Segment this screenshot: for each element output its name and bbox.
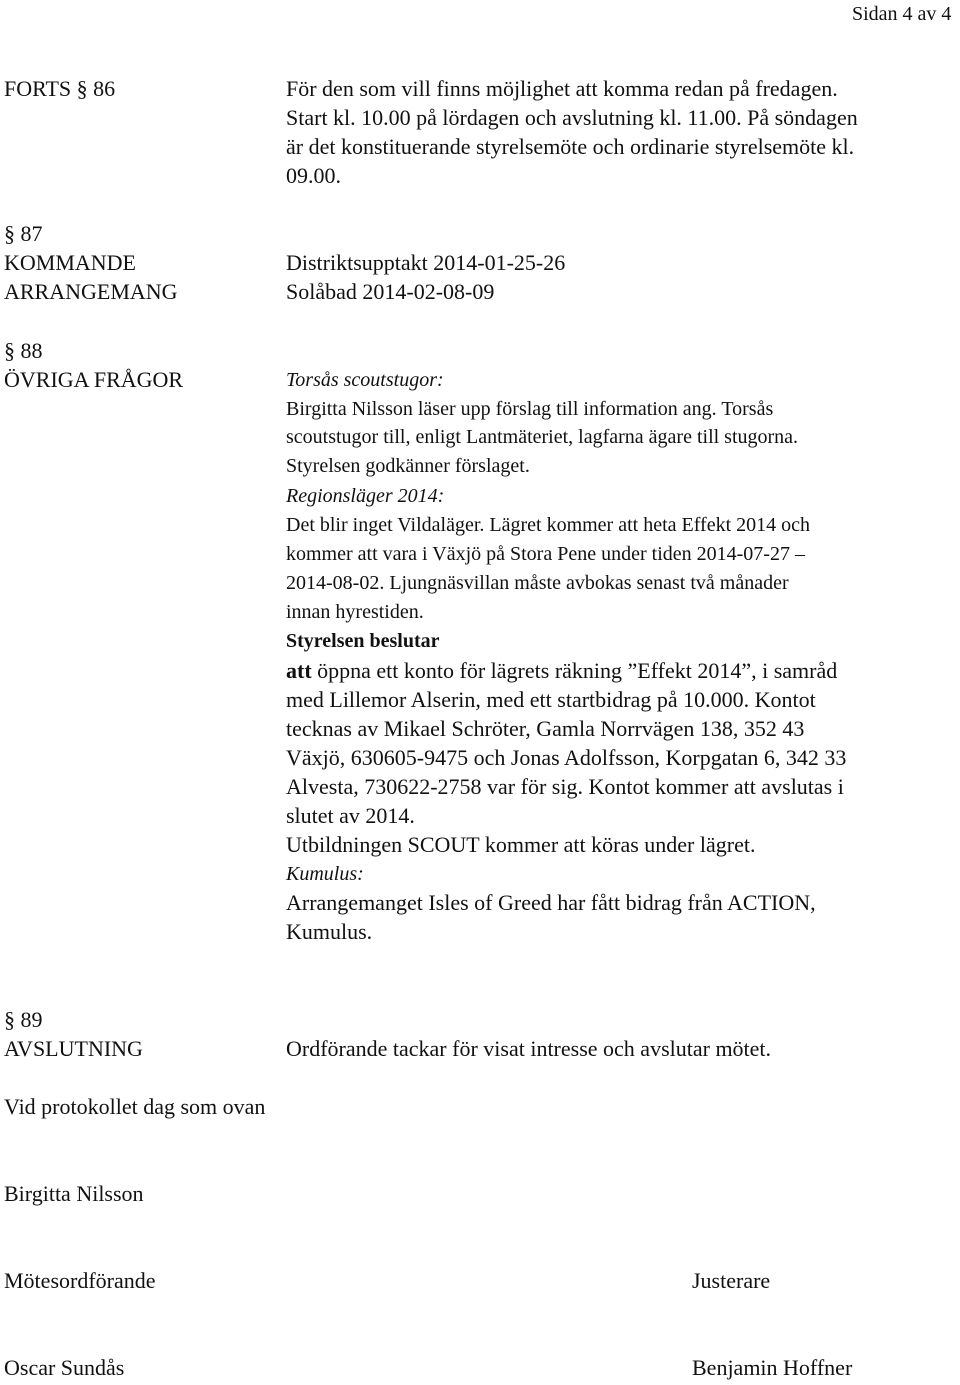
decision-line: med Lillemor Alserin, med ett startbidrag på 10.000. Kontot xyxy=(286,687,816,712)
subheading-torsas: Torsås scoutstugor: xyxy=(286,369,444,391)
torsas-line: Styrelsen godkänner förslaget. xyxy=(286,455,530,477)
section-label-87-line1: KOMMANDE xyxy=(4,250,136,275)
decision-line: Alvesta, 730622-2758 var för sig. Kontot kommer att avslutas i xyxy=(286,774,844,799)
forts-line: är det konstituerande styrelsemöte och ordinarie styrelsemöte kl. xyxy=(286,134,855,159)
kumulus-line: Kumulus. xyxy=(286,919,373,944)
section-number-88: § 88 xyxy=(4,338,43,363)
protocol-note: Vid protokollet dag som ovan xyxy=(4,1094,266,1119)
scout-education-line: Utbildningen SCOUT kommer att köras under lägret. xyxy=(286,832,756,857)
subheading-regionslager: Regionsläger 2014: xyxy=(286,485,445,507)
section-number-87: § 87 xyxy=(4,221,43,246)
role-adjuster: Justerare xyxy=(692,1268,771,1293)
decision-line: tecknas av Mikael Schröter, Gamla Norrvägen 138, 352 43 xyxy=(286,716,805,741)
adjuster-name: Benjamin Hoffner xyxy=(692,1355,853,1380)
forts-line: 09.00. xyxy=(286,163,341,188)
torsas-line: scoutstugor till, enligt Lantmäteriet, lagfarna ägare till stugorna. xyxy=(286,426,799,448)
section-label-87-line2: ARRANGEMANG xyxy=(4,279,178,304)
decision-heading: Styrelsen beslutar xyxy=(286,630,440,652)
section-label-89: AVSLUTNING xyxy=(4,1036,143,1061)
role-chair: Mötesordförande xyxy=(4,1268,156,1293)
decision-line: Växjö, 630605-9475 och Jonas Adolfsson, Korpgatan 6, 342 33 xyxy=(286,745,847,770)
chair-name: Oscar Sundås xyxy=(4,1355,125,1380)
regionslager-line: Det blir inget Vildaläger. Lägret kommer att heta Effekt 2014 och xyxy=(286,514,811,536)
regionslager-line: kommer att vara i Växjö på Stora Pene under tiden 2014-07-27 – xyxy=(286,543,805,565)
decision-first-line xyxy=(286,660,837,682)
torsas-line: Birgitta Nilsson läser upp förslag till information ang. Torsås xyxy=(286,398,774,420)
regionslager-line: innan hyrestiden. xyxy=(286,601,424,623)
forts-line: Start kl. 10.00 på lördagen och avslutning kl. 11.00. På söndagen xyxy=(286,105,858,130)
page-number: Sidan 4 av 4 xyxy=(852,3,952,25)
section-number-89: § 89 xyxy=(4,1007,43,1032)
secretary-name: Birgitta Nilsson xyxy=(4,1181,144,1206)
regionslager-line: 2014-08-02. Ljungnäsvillan måste avbokas senast två månader xyxy=(286,572,789,594)
kumulus-line: Arrangemanget Isles of Greed har fått bidrag från ACTION, xyxy=(286,890,816,915)
section-label-forts-86: FORTS § 86 xyxy=(4,76,116,101)
arrangement-item: Distriktsupptakt 2014-01-25-26 xyxy=(286,250,566,275)
subheading-kumulus: Kumulus: xyxy=(286,863,364,885)
forts-line: För den som vill finns möjlighet att komma redan på fredagen. xyxy=(286,76,838,101)
decision-text: öppna ett konto för lägrets räkning ”Effekt 2014”, i samråd xyxy=(311,658,838,683)
arrangement-item: Solåbad 2014-02-08-09 xyxy=(286,279,495,304)
section-label-88: ÖVRIGA FRÅGOR xyxy=(4,367,184,392)
decision-line: slutet av 2014. xyxy=(286,803,415,828)
closing-text: Ordförande tackar för visat intresse och avslutar mötet. xyxy=(286,1036,772,1061)
decision-att: att xyxy=(286,658,312,683)
